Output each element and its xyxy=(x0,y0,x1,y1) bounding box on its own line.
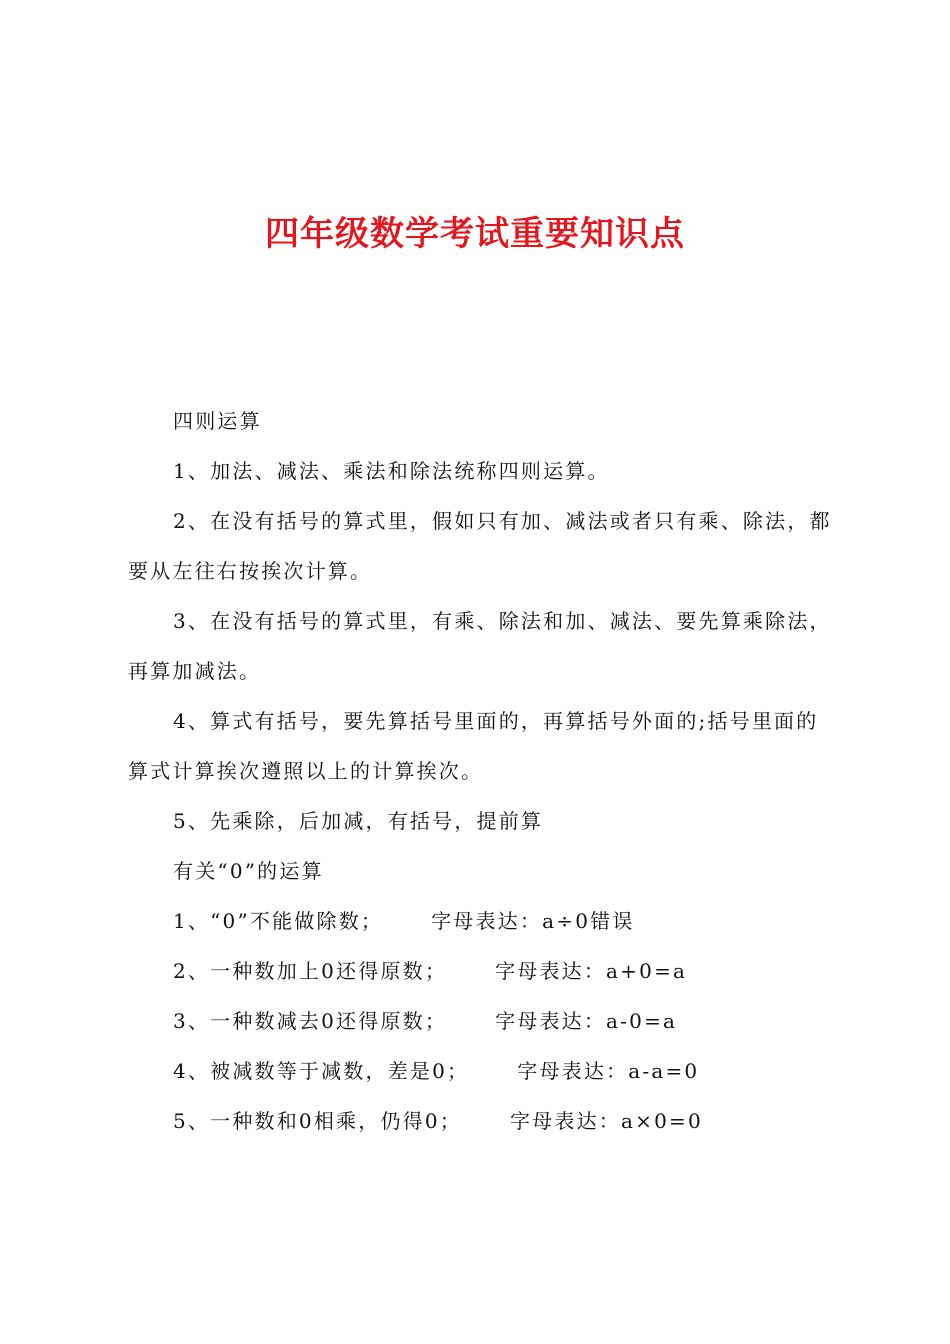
zero-rule-text: 2、一种数加上0还得原数； xyxy=(173,959,448,983)
zero-rule-5 xyxy=(128,1096,832,1146)
zero-rule-text: 5、一种数和0相乘，仍得0； xyxy=(173,1109,462,1133)
section-heading-zero: 有关“0”的运算 xyxy=(173,859,324,883)
zero-rule-1 xyxy=(128,896,832,946)
zero-rule-text: 1、“0”不能做除数； xyxy=(173,909,384,933)
paragraph-2: 2、在没有括号的算式里，假如只有加、减法或者只有乘、除法，都要从左往右按挨次计算。 xyxy=(128,509,832,583)
zero-rule-formula: 字母表达：a-a=0 xyxy=(517,1059,700,1083)
zero-rule-formula: 字母表达：a-0=a xyxy=(495,1009,678,1033)
zero-rule-text: 4、被减数等于减数，差是0； xyxy=(173,1059,470,1083)
zero-rule-text: 3、一种数减去0还得原数； xyxy=(173,1009,448,1033)
zero-rule-3 xyxy=(128,996,832,1046)
zero-rule-formula: 字母表达：a÷0错误 xyxy=(431,909,635,933)
paragraph-5: 5、先乘除，后加减，有括号，提前算 xyxy=(173,809,544,833)
paragraph-1: 1、加法、减法、乘法和除法统称四则运算。 xyxy=(173,459,610,483)
paragraph-4: 4、算式有括号，要先算括号里面的，再算括号外面的;括号里面的算式计算挨次遵照以上的计算挨次。 xyxy=(128,709,819,783)
zero-rule-formula: 字母表达：a+0=a xyxy=(495,959,688,983)
document-title: 四年级数学考试重要知识点 xyxy=(265,214,685,254)
zero-rule-formula: 字母表达：a×0=0 xyxy=(509,1109,703,1133)
document-body xyxy=(128,396,832,1146)
zero-rule-4 xyxy=(128,1046,832,1096)
zero-rule-2 xyxy=(128,946,832,996)
section-heading-arithmetic: 四则运算 xyxy=(173,409,262,433)
paragraph-3: 3、在没有括号的算式里，有乘、除法和加、减法、要先算乘除法，再算加减法。 xyxy=(128,609,832,683)
